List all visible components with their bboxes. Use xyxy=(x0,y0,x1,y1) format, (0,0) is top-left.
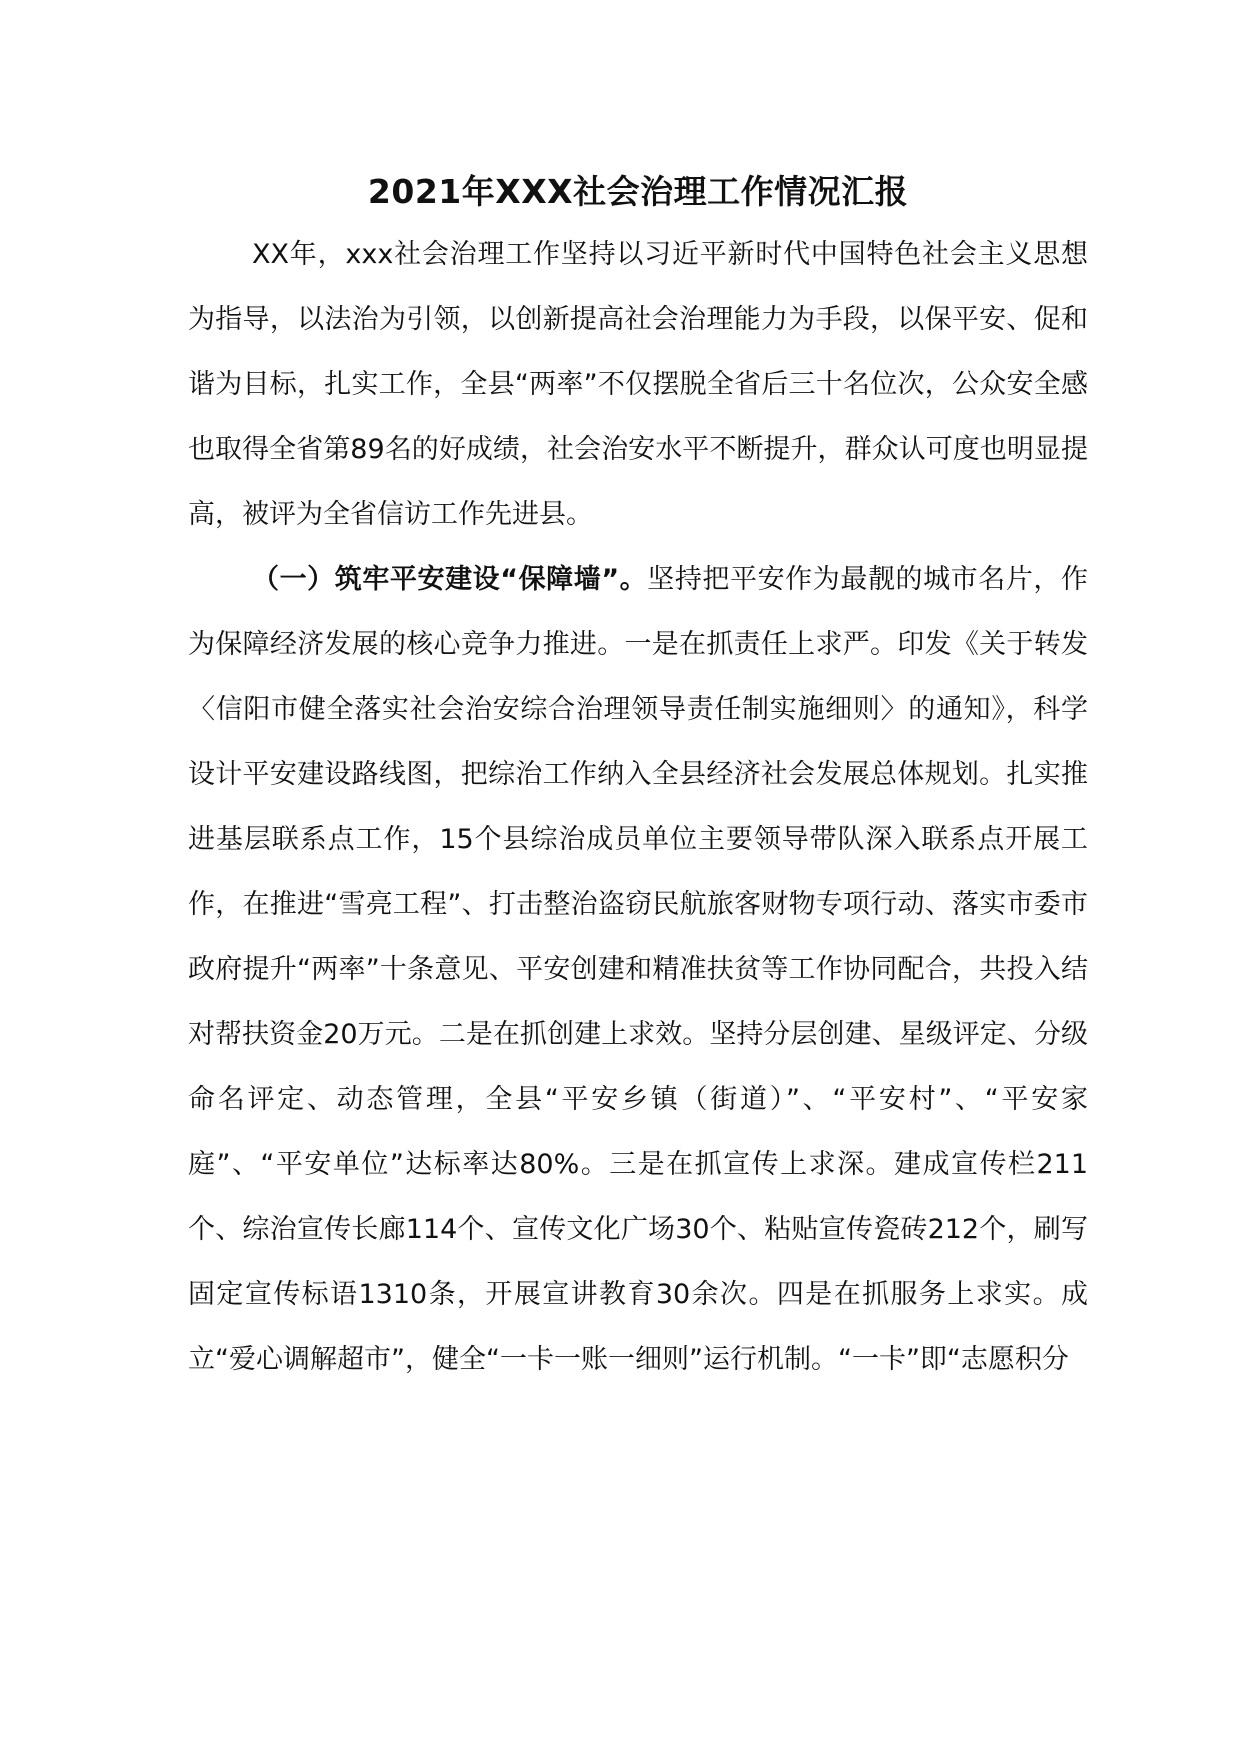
intro-paragraph-text: XX年，xxx社会治理工作坚持以习近平新时代中国特色社会主义思想为指导，以法治为引领，以创新提高社会治理能力为手段，以保平安、促和谐为目标，扎实工作，全县“两率”不仅摆脱全省后三十名位次，公众安全感也取得全省第89名的好成绩，社会治安水平不断提升，群众认可度也明显提高，被评为全省信访工作先进县。 xyxy=(188,239,1088,530)
section-one-text: 坚持把平安作为最靓的城市名片，作为保障经济发展的核心竞争力推进。一是在抓责任上求严。印发《关于转发〈信阳市健全落实社会治安综合治理领导责任制实施细则〉的通知》，科学设计平安建设路线图，把综治工作纳入全县经济社会发展总体规划。扎实推进基层联系点工作，15个县综治成员单位主要领导带队深入联系点开展工作，在推进“雪亮工程”、打击整治盗窃民航旅客财物专项行动、落实市委市政府提升“两率”十条意见、平安创建和精准扶贫等工作协同配合，共投入结对帮扶资金20万元。二是在抓创建上求效。坚持分层创建、星级评定、分级命名评定、动态管理，全县“平安乡镇（街道）”、“平安村”、“平安家庭”、“平安单位”达标率达80%。三是在抓宣传上求深。建成宣传栏211个、综治宣传长廊114个、宣传文化广场30个、粘贴宣传瓷砖212个，刷写固定宣传标语1310条，开展宣讲教育30余次。四是在抓服务上求实。成立“爱心调解超市”，健全“一卡一账一细则”运行机制。“一卡”即“志愿积分 xyxy=(188,564,1088,1375)
document-title: 2021年XXX社会治理工作情况汇报 xyxy=(367,172,909,211)
section-one-paragraph xyxy=(188,547,1088,1392)
document-page xyxy=(188,170,1088,1392)
section-one-heading: （一）筑牢平安建设“保障墙”。 xyxy=(252,564,648,595)
intro-paragraph xyxy=(188,222,1088,547)
